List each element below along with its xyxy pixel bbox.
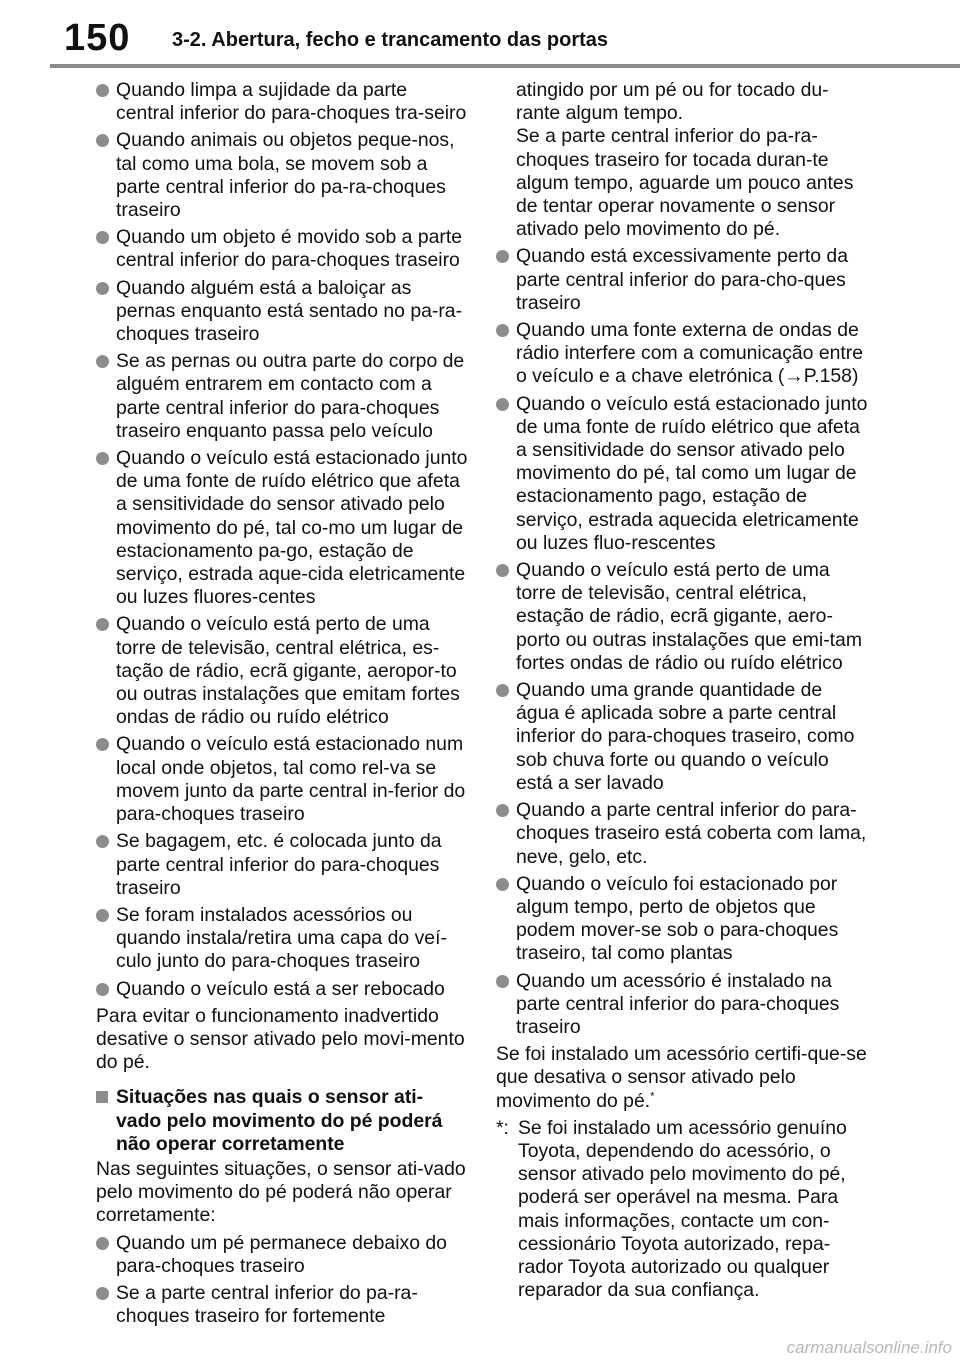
list-item <box>96 1232 468 1278</box>
list-item-text: Quando animais ou objetos peque-nos, tal como uma bola, se movem sob a parte central inferior do pa-ra-choques traseiro <box>116 129 455 222</box>
list-item <box>496 873 868 966</box>
list-item-text: Quando o veículo está estacionado num local onde objetos, tal como rel-va se movem junto da parte central in-ferior do para-choques traseiro <box>116 733 466 826</box>
list-item <box>96 447 468 609</box>
list-item-text: Se foram instalados acessórios ou quando instala/retira uma capa do veí-culo junto do para-choques traseiro <box>116 903 447 973</box>
bullet-icon <box>96 355 109 368</box>
bullet-icon <box>96 909 109 922</box>
list-item <box>96 226 468 272</box>
list-item-text: Se bagagem, etc. é colocada junto da parte central inferior do para-choques traseiro <box>116 830 442 899</box>
paragraph: Para evitar o funcionamento inadvertido desative o sensor ativado pelo movi-mento do pé. <box>96 1004 465 1074</box>
continued-line: atingido por um pé ou for tocado du-rante algum tempo. <box>516 79 829 125</box>
list-item <box>496 393 868 555</box>
list-item <box>96 733 468 826</box>
list-item-text: Quando o veículo está perto de uma torre de televisão, central elétrica, es-tação de rádio, ecrã gigante, aeropor-to ou outras instalações que emitam fortes ondas de rádio ou ruído elétrico <box>116 613 460 729</box>
list-item-text: Se a parte central inferior do pa-ra-choques traseiro for fortemente <box>116 1281 418 1328</box>
list-item-text: Quando o veículo foi estacionado por algum tempo, perto de objetos que podem mover-se sob o para-choques traseiro, tal como plantas <box>516 872 839 965</box>
list-item-text: Quando um objeto é movido sob a parte central inferior do para-choques traseiro <box>116 226 463 272</box>
list-item-text: Quando alguém está a baloiçar as pernas enquanto está sentado no pa-ra-choques traseiro <box>116 276 463 346</box>
list-item <box>496 679 868 795</box>
list-item <box>96 978 468 1001</box>
bullet-icon <box>96 835 109 848</box>
bullet-icon <box>96 1237 109 1250</box>
bullet-icon <box>496 250 509 263</box>
list-item <box>96 129 468 222</box>
page-header <box>0 0 960 68</box>
list-item-text: Quando uma fonte externa de ondas de rádio interfere com a comunicação entre o veículo e a chave eletrónica (→P.158) <box>516 319 864 388</box>
bullet-icon <box>496 398 509 411</box>
continued-text <box>496 79 868 241</box>
list-item-text: Quando um acessório é instalado na parte central inferior do para-choques traseiro <box>516 969 840 1038</box>
watermark: carmanualsonline.info <box>786 1338 952 1357</box>
footnote-mark: *: <box>496 1116 509 1139</box>
list-item <box>96 904 468 974</box>
page-number: 150 <box>64 17 131 59</box>
footnote-marker: * <box>650 1090 655 1103</box>
footnote <box>496 1117 868 1303</box>
list-item <box>496 319 868 389</box>
paragraph-text: Se foi instalado um acessório certifi-que-se que desativa o sensor ativado pelo movimento do pé. <box>496 1043 867 1112</box>
paragraph <box>496 1043 868 1113</box>
right-bullet-list <box>496 245 868 1039</box>
list-item <box>496 970 868 1040</box>
list-item <box>96 1282 468 1328</box>
list-item-text: Quando a parte central inferior do para-choques traseiro está coberta com lama, neve, gelo, etc. <box>516 799 867 868</box>
continued-paragraph: Se a parte central inferior do pa-ra-choques traseiro for tocada duran-te algum tempo, aguarde um pouco antes de tentar operar novamente o sensor ativado pelo movimento do pé. <box>516 125 854 241</box>
bullet-icon <box>96 134 109 147</box>
list-item-text: Quando um pé permanece debaixo do para-choques traseiro <box>116 1231 447 1277</box>
bullet-icon <box>496 684 509 697</box>
list-item-text: Quando o veículo está estacionado junto de uma fonte de ruído elétrico que afeta a sensitividade do sensor ativado pelo movimento do pé, tal co-mo um lugar de estacionamento pa-go, estação de serviço, estrada aque-cida eletricamente ou luzes fluores-centes <box>116 447 468 609</box>
list-item-text: Quando limpa a sujidade da parte central inferior do para-choques tra-seiro <box>116 79 467 125</box>
subheading <box>96 1086 468 1156</box>
list-item-text: Se as pernas ou outra parte do corpo de alguém entrarem em contacto com a parte central inferior do para-choques traseiro enquanto passa pelo veículo <box>116 350 465 442</box>
bullet-icon <box>96 618 109 631</box>
list-item <box>96 613 468 729</box>
list-item <box>96 79 468 125</box>
bullet-icon <box>496 324 509 337</box>
list-item <box>496 799 868 869</box>
list-item-text: Quando uma grande quantidade de água é aplicada sobre a parte central inferior do para-choques traseiro, como sob chuva forte ou quando o veículo está a ser lavado <box>516 679 855 794</box>
list-item-text: Quando o veículo está a ser rebocado <box>116 977 445 1000</box>
footnote-text: Se foi instalado um acessório genuíno Toyota, dependendo do acessório, o sensor ativado pelo movimento do pé, poderá ser operável na mesma. Para mais informações, contacte um con-cessionário Toyota autorizado, repa-rador Toyota autorizado ou qualquer reparador da sua confiança. <box>518 1116 847 1302</box>
subheading-text: Situações nas quais o sensor ati-vado pelo movimento do pé poderá não operar corretamente <box>116 1086 443 1155</box>
bullet-icon <box>96 738 109 751</box>
list-item <box>496 559 868 675</box>
bullet-icon <box>96 231 109 244</box>
bullet-icon <box>96 452 109 465</box>
bullet-icon <box>496 975 509 988</box>
list-item <box>96 277 468 347</box>
header-divider <box>50 64 960 68</box>
list-item <box>96 830 468 900</box>
bullet-icon <box>96 282 109 295</box>
list-item <box>96 350 468 443</box>
list-item-text: Quando está excessivamente perto da parte central inferior do para-cho-ques traseiro <box>516 245 848 314</box>
paragraph: Nas seguintes situações, o sensor ati-vado pelo movimento do pé poderá não operar corretamente: <box>96 1157 466 1227</box>
section-title: 3-2. Abertura, fecho e trancamento das portas <box>172 29 609 51</box>
left-bullet-list-1 <box>96 79 468 1001</box>
bullet-icon <box>496 878 509 891</box>
bullet-icon <box>96 84 109 97</box>
bullet-icon <box>96 983 109 996</box>
bullet-icon <box>496 564 509 577</box>
list-item-text: Quando o veículo está perto de uma torre de televisão, central elétrica, estação de rádio, ecrã gigante, aero-porto ou outras instalações que emi-tam fortes ondas de rádio ou ruído elétrico <box>516 559 862 674</box>
list-item-text: Quando o veículo está estacionado junto de uma fonte de ruído elétrico que afeta a sensitividade do sensor ativado pelo movimento do pé, tal como um lugar de estacionamento pago, estação de serviço, estrada aquecida eletricamente ou luzes fluo-rescentes <box>516 392 868 554</box>
list-item <box>496 245 868 315</box>
left-bullet-list-2 <box>96 1232 468 1329</box>
bullet-icon <box>496 804 509 817</box>
square-bullet-icon <box>96 1091 108 1103</box>
left-column <box>96 79 468 1332</box>
right-column <box>496 79 868 1302</box>
bullet-icon <box>96 1287 109 1300</box>
